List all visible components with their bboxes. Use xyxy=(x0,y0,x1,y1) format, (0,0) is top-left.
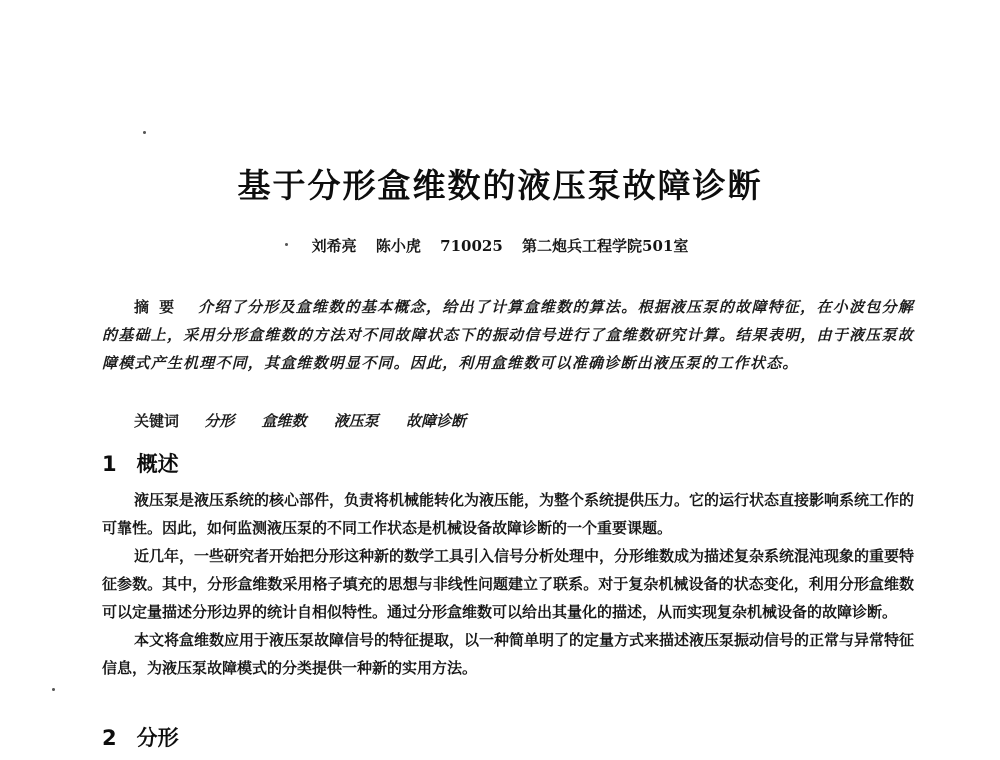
abstract-label: 摘要 xyxy=(134,298,185,316)
paragraph: 本文将盒维数应用于液压泵故障信号的特征提取，以一种简单明了的定量方式来描述液压泵振动信号的正常与异常特征信息，为液压泵故障模式的分类提供一种新的实用方法。 xyxy=(102,631,915,677)
keywords xyxy=(134,410,488,431)
keyword: 分形 xyxy=(204,412,235,430)
paragraph: 近几年，一些研究者开始把分形这种新的数学工具引入信号分析处理中，分形维数成为描述复杂系统混沌现象的重要特征参数。其中，分形盒维数采用格子填充的思想与非线性问题建立了联系。对于复杂机械设备的状态变化，利用分形盒维数可以定量描述分形边界的统计自相似特性。通过分形盒维数可以给出其量化的描述，从而实现复杂机械设备的故障诊断。 xyxy=(102,547,915,621)
postcode: 710025 xyxy=(440,237,503,255)
section-number: 1 xyxy=(102,452,117,476)
section-heading xyxy=(102,722,179,752)
scan-speck xyxy=(143,131,146,134)
paragraph: 液压泵是液压系统的核心部件，负责将机械能转化为液压能，为整个系统提供压力。它的运行状态直接影响系统工作的可靠性。因此，如何监测液压泵的不同工作状态是机械设备故障诊断的一个重要课题。 xyxy=(102,491,915,537)
affiliation: 第二炮兵工程学院501室 xyxy=(522,237,689,255)
keyword: 故障诊断 xyxy=(406,412,467,430)
abstract xyxy=(102,293,914,377)
author-line xyxy=(0,235,1000,256)
section-body xyxy=(102,486,914,682)
abstract-text: 介绍了分形及盒维数的基本概念，给出了计算盒维数的算法。根据液压泵的故障特征，在小波包分解的基础上，采用分形盒维数的方法对不同故障状态下的振动信号进行了盒维数研究计算。结果表明，由于液压泵故障模式产生机理不同，其盒维数明显不同。因此，利用盒维数可以准确诊断出液压泵的工作状态。 xyxy=(102,298,914,372)
scan-speck xyxy=(52,688,55,691)
keywords-label: 关键词 xyxy=(134,412,180,430)
section-heading xyxy=(102,448,179,478)
paper-title: 基于分形盒维数的液压泵故障诊断 xyxy=(237,166,763,205)
section-number: 2 xyxy=(102,726,117,750)
section-title: 概述 xyxy=(136,452,179,476)
section-title: 分形 xyxy=(136,726,179,750)
keyword: 盒维数 xyxy=(261,412,307,430)
keyword: 液压泵 xyxy=(333,412,379,430)
author-name: 刘希亮 xyxy=(311,237,357,255)
author-name: 陈小虎 xyxy=(375,237,421,255)
